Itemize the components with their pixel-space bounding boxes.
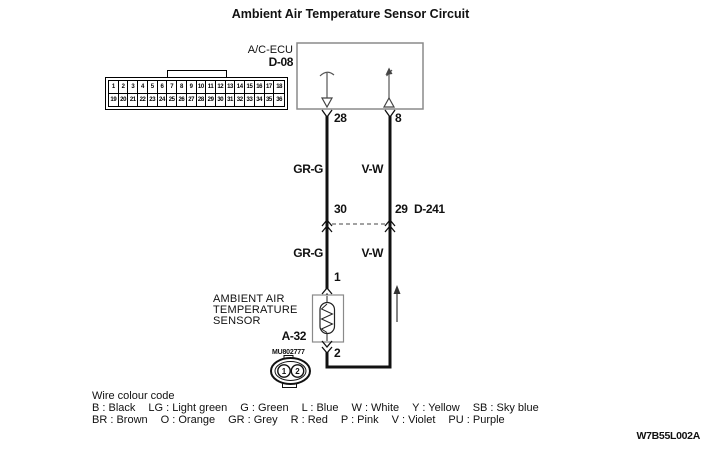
junction-connector-id-label: D-241 (414, 202, 445, 216)
sensor-connector-id-label: A-32 (281, 329, 306, 343)
pin-cell-29: 29 (206, 94, 216, 107)
wire-color-grg-upper: GR-G (293, 162, 323, 176)
legend-item-br: BR : Brown (92, 414, 148, 427)
junction-pin-29-label: 29 (395, 202, 408, 216)
pin-cell-11: 11 (206, 81, 216, 94)
up-triangle-icon (384, 98, 394, 107)
ecu-connector-id-label: D-08 (268, 55, 293, 69)
wire-color-grg-lower: GR-G (293, 246, 323, 260)
legend-title: Wire colour code (92, 390, 175, 402)
sensor-part-no-label: MU802777 (272, 349, 305, 356)
ecu-name-label: A/C-ECU (247, 44, 293, 56)
pin-cell-15: 15 (245, 81, 255, 94)
terminal-mark-left (322, 110, 332, 117)
pin-cell-25: 25 (167, 94, 177, 107)
pin-cell-26: 26 (177, 94, 187, 107)
ecu-pin-grid (105, 70, 290, 111)
plug-pin-1-number: 1 (281, 367, 287, 376)
pin-cell-22: 22 (138, 94, 148, 107)
legend-row-2 (92, 414, 552, 426)
pin-cell-19: 19 (109, 94, 119, 107)
pin-cell-20: 20 (119, 94, 129, 107)
pin-cell-21: 21 (128, 94, 138, 107)
pin-cell-34: 34 (255, 94, 265, 107)
pin-cell-3: 3 (128, 81, 138, 94)
legend-item-p: P : Pink (340, 414, 379, 427)
page-title: Ambient Air Temperature Sensor Circuit (231, 7, 470, 21)
pin-cell-28: 28 (197, 94, 207, 107)
pin-cell-4: 4 (138, 81, 148, 94)
pin-cell-35: 35 (265, 94, 275, 107)
pin-cell-8: 8 (177, 81, 187, 94)
pin-cell-6: 6 (158, 81, 168, 94)
pin-cell-27: 27 (187, 94, 197, 107)
pin-cell-32: 32 (235, 94, 245, 107)
ecu-internal-pin-right (384, 68, 394, 108)
wire-colour-legend (92, 390, 552, 427)
pin-cell-30: 30 (216, 94, 226, 107)
pin-cell-10: 10 (197, 81, 207, 94)
legend-item-lg: LG : Light green (148, 402, 228, 415)
pin-cell-7: 7 (167, 81, 177, 94)
pin-cell-18: 18 (274, 81, 284, 94)
direction-up-arrow-icon (394, 285, 401, 322)
legend-item-g: G : Green (240, 402, 289, 415)
junction-pin-30-label: 30 (334, 202, 347, 216)
pin-cell-5: 5 (148, 81, 158, 94)
pin-cell-33: 33 (245, 94, 255, 107)
sensor-name-line-1: AMBIENT AIR (213, 293, 285, 305)
pin-cell-17: 17 (265, 81, 275, 94)
pin-grid-box (105, 77, 288, 110)
pin-cell-23: 23 (148, 94, 158, 107)
pin-cell-2: 2 (119, 81, 129, 94)
sensor-name-line-2: TEMPERATURE (213, 304, 298, 316)
sensor-plug-face (271, 356, 310, 388)
terminal-mark-right (385, 110, 395, 117)
legend-item-b: B : Black (92, 402, 136, 415)
legend-item-pu: PU : Purple (448, 414, 505, 427)
legend-item-y: Y : Yellow (412, 402, 460, 415)
pin-cell-31: 31 (226, 94, 236, 107)
pin-cell-16: 16 (255, 81, 265, 94)
sensor-pin-2-label: 2 (334, 346, 341, 360)
pin-cell-9: 9 (187, 81, 197, 94)
pin-cell-13: 13 (226, 81, 236, 94)
ecu-internal-pin-left (320, 72, 334, 107)
sensor-pin-1-label: 1 (334, 270, 341, 284)
pin-grid-row-2 (109, 94, 284, 107)
wire-color-vw-upper: V-W (361, 162, 383, 176)
legend-row-1 (92, 402, 552, 414)
legend-item-r: R : Red (290, 414, 328, 427)
legend-item-o: O : Orange (160, 414, 216, 427)
legend-item-w: W : White (351, 402, 400, 415)
legend-item-gr: GR : Grey (228, 414, 278, 427)
down-triangle-icon (322, 98, 332, 107)
ecu-box (297, 43, 423, 109)
legend-item-l: L : Blue (301, 402, 339, 415)
pin-cell-36: 36 (276, 96, 283, 103)
ecu-pin-28-label: 28 (334, 111, 347, 125)
pin-grid-row-1 (109, 81, 284, 94)
pin-cell-24: 24 (158, 94, 168, 107)
legend-item-v: V : Violet (391, 414, 436, 427)
plug-pin-2-number: 2 (295, 367, 300, 376)
sensor-pin2-chevrons (322, 341, 332, 353)
legend-item-sb: SB : Sky blue (472, 402, 539, 415)
pin-cell-14: 14 (235, 81, 245, 94)
figure-code: W7B55L002A (636, 430, 700, 442)
sensor-name-label (213, 294, 298, 327)
sensor-name-line-3: SENSOR (213, 315, 261, 327)
wire-color-vw-lower: V-W (361, 246, 383, 260)
pin-cell-1: 1 (109, 81, 119, 94)
ecu-pin-8-label: 8 (395, 111, 402, 125)
pin-cell-12: 12 (216, 81, 226, 94)
